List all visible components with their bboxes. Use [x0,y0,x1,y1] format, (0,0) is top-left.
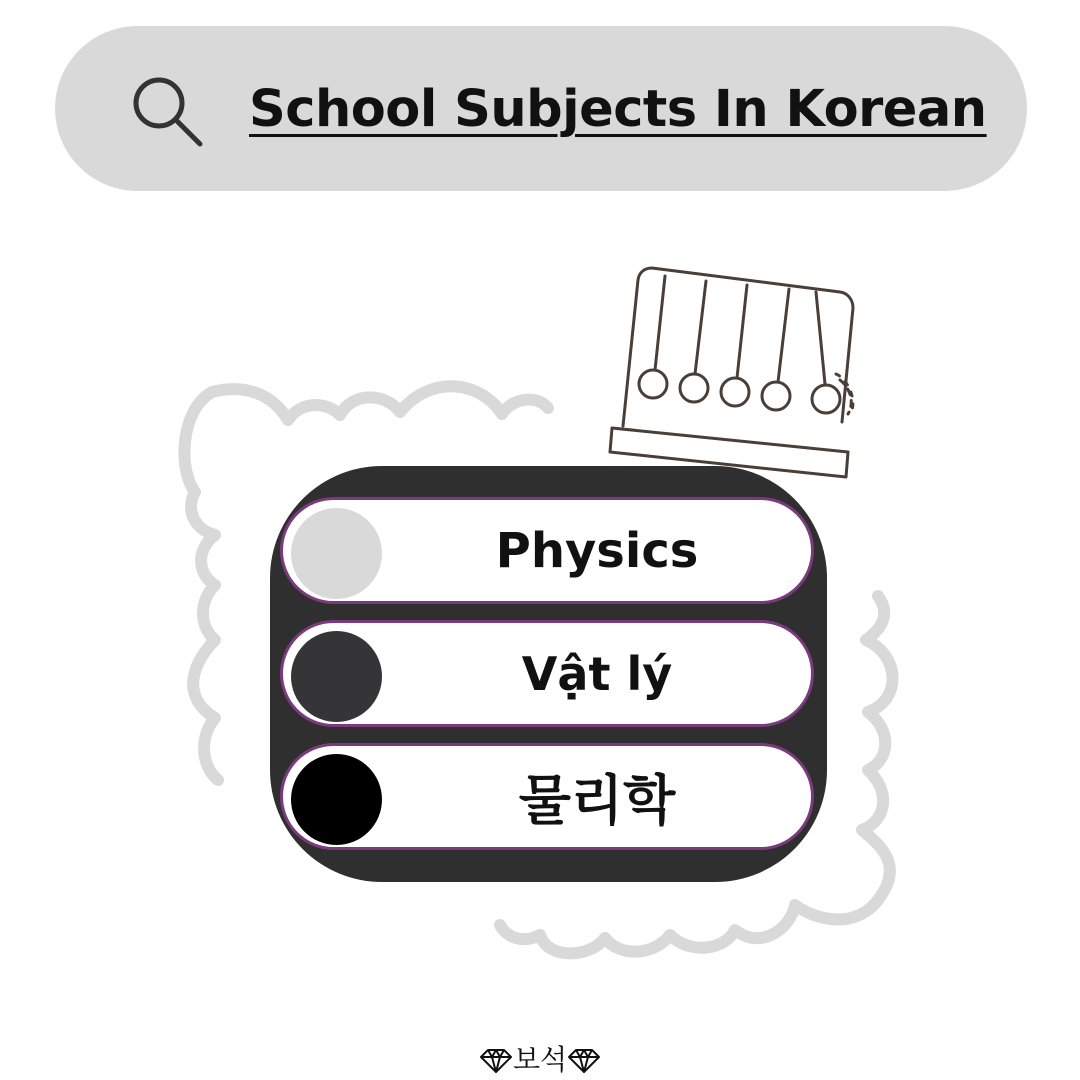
color-dot-dark [291,631,382,722]
subject-row-vietnamese[interactable] [280,620,814,727]
color-dot-light [291,508,382,599]
page-title[interactable]: School Subjects In Korean [249,80,987,139]
footer-text: 보석 [512,1043,568,1076]
newtons-cradle-icon [610,268,853,477]
diamond-icon [567,1048,601,1074]
footer-signature [0,1040,1080,1080]
subject-label-vietnamese: Vật lý [521,646,673,701]
subject-label-korean: 물리학 [518,769,676,832]
subject-row-korean[interactable] [280,743,814,850]
diamond-icon [479,1048,513,1074]
subject-label-english: Physics [495,522,699,579]
color-dot-black [291,754,382,845]
subject-row-english[interactable] [280,497,814,604]
